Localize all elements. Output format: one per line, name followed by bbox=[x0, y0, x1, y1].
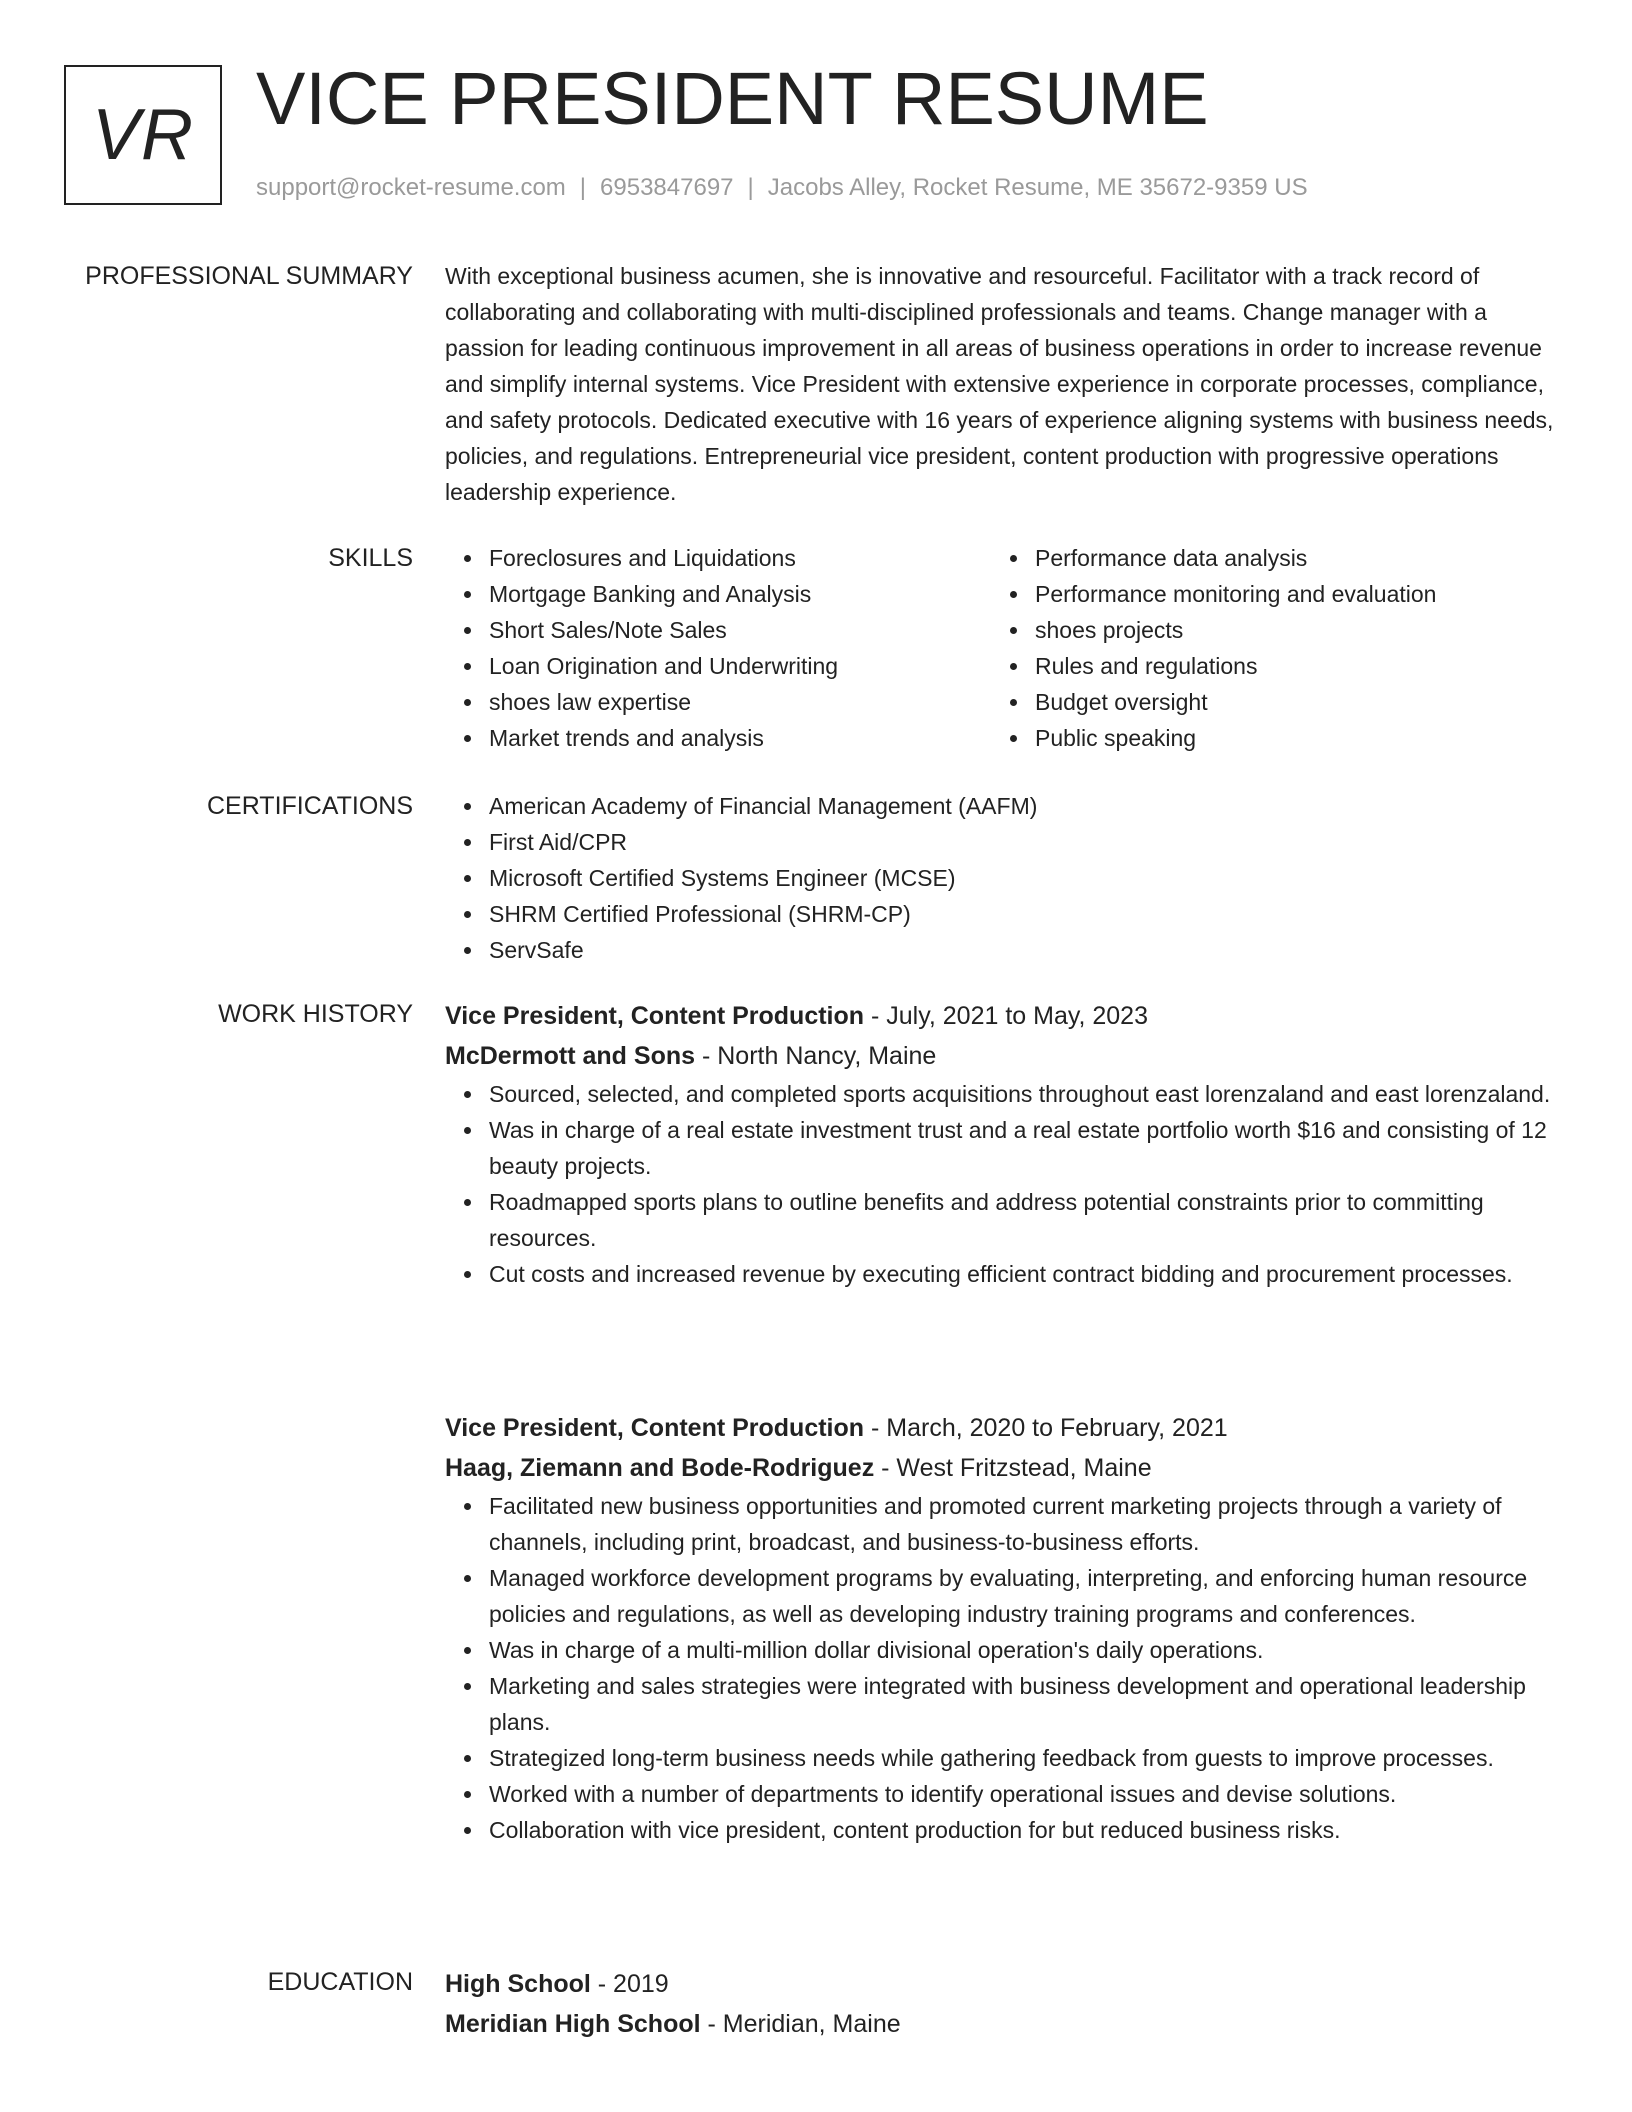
skill-item: Public speaking bbox=[1035, 720, 1537, 756]
certification-item: American Academy of Financial Management (AAFM) bbox=[489, 788, 1560, 824]
job-company: Haag, Ziemann and Bode-Rodriguez bbox=[445, 1454, 875, 1482]
job-bullet: Managed workforce development programs by evaluating, interpreting, and enforcing human resource policies and regulations, as well as developing industry training programs and conferences. bbox=[489, 1560, 1560, 1632]
skill-item: Short Sales/Note Sales bbox=[489, 612, 991, 648]
job-bullet: Collaboration with vice president, content production for but reduced business risks. bbox=[489, 1812, 1560, 1848]
job-bullet: Marketing and sales strategies were integrated with business development and operational leadership plans. bbox=[489, 1668, 1560, 1740]
job-entry bbox=[445, 1408, 1560, 1848]
job-company: McDermott and Sons bbox=[445, 1042, 696, 1070]
contact-separator: | bbox=[747, 174, 754, 201]
certifications-body bbox=[445, 788, 1560, 968]
work-history-body bbox=[445, 996, 1560, 1292]
skill-item: Foreclosures and Liquidations bbox=[489, 540, 991, 576]
section-label-education: EDUCATION bbox=[267, 1968, 413, 1996]
skills-column-left bbox=[445, 540, 991, 756]
job-bullet: Sourced, selected, and completed sports acquisitions throughout east lorenzaland and east lorenzaland. bbox=[489, 1076, 1560, 1112]
contact-line bbox=[256, 174, 1308, 202]
skill-item: Market trends and analysis bbox=[489, 720, 991, 756]
work-history-body bbox=[445, 1408, 1560, 1848]
job-bullet: Strategized long-term business needs while gathering feedback from guests to improve processes. bbox=[489, 1740, 1560, 1776]
job-location: - North Nancy, Maine bbox=[695, 1042, 937, 1070]
section-label-skills: SKILLS bbox=[328, 544, 413, 572]
job-bullet: Cut costs and increased revenue by executing efficient contract bidding and procurement processes. bbox=[489, 1256, 1560, 1292]
job-dates: - July, 2021 to May, 2023 bbox=[864, 1002, 1148, 1030]
job-location: - West Fritzstead, Maine bbox=[874, 1454, 1152, 1482]
contact-email[interactable]: support@rocket-resume.com bbox=[256, 174, 566, 201]
education-year: - 2019 bbox=[590, 1970, 669, 1998]
summary-body bbox=[445, 258, 1560, 510]
certification-item: Microsoft Certified Systems Engineer (MCSE) bbox=[489, 860, 1560, 896]
skill-item: Budget oversight bbox=[1035, 684, 1537, 720]
skill-item: Performance data analysis bbox=[1035, 540, 1537, 576]
resume-title: VICE PRESIDENT RESUME bbox=[256, 57, 1209, 140]
education-school: Meridian High School bbox=[445, 2010, 701, 2038]
summary-text: With exceptional business acumen, she is innovative and resourceful. Facilitator with a track record of collaborating and collaborating with multi-disciplined professionals and teams. Change manager with a passion for leading continuous improvement in all areas of business operations in order to increase revenue and simplify internal systems. Vice President with extensive experience in corporate processes, compliance, and safety protocols. Dedicated executive with 16 years of experience aligning systems with business needs, policies, and regulations. Entrepreneurial vice president, content production with progressive operations leadership experience. bbox=[445, 263, 1554, 505]
job-title-line bbox=[445, 996, 1560, 1036]
skills-body bbox=[445, 540, 1560, 756]
job-bullet: Facilitated new business opportunities and promoted current marketing projects through a variety of channels, including print, broadcast, and business-to-business efforts. bbox=[489, 1488, 1560, 1560]
contact-phone[interactable]: 6953847697 bbox=[600, 174, 734, 201]
job-bullet: Was in charge of a multi-million dollar divisional operation's daily operations. bbox=[489, 1632, 1560, 1668]
job-company-line bbox=[445, 1448, 1560, 1488]
skill-item: shoes projects bbox=[1035, 612, 1537, 648]
education-school-line bbox=[445, 2004, 1560, 2044]
skill-item: Performance monitoring and evaluation bbox=[1035, 576, 1537, 612]
contact-separator: | bbox=[579, 174, 587, 201]
job-bullet: Roadmapped sports plans to outline benefits and address potential constraints prior to committing resources. bbox=[489, 1184, 1560, 1256]
education-body bbox=[445, 1964, 1560, 2044]
skill-item: Rules and regulations bbox=[1035, 648, 1537, 684]
section-label-summary: PROFESSIONAL SUMMARY bbox=[85, 262, 413, 290]
job-title: Vice President, Content Production bbox=[445, 1414, 865, 1442]
skill-item: Loan Origination and Underwriting bbox=[489, 648, 991, 684]
job-title-line bbox=[445, 1408, 1560, 1448]
education-location: - Meridian, Maine bbox=[700, 2010, 901, 2038]
skill-item: shoes law expertise bbox=[489, 684, 991, 720]
education-degree: High School bbox=[445, 1970, 591, 1998]
certification-item: SHRM Certified Professional (SHRM-CP) bbox=[489, 896, 1560, 932]
job-bullet: Worked with a number of departments to identify operational issues and devise solutions. bbox=[489, 1776, 1560, 1812]
contact-address: Jacobs Alley, Rocket Resume, ME 35672-9359 US bbox=[767, 174, 1308, 201]
monogram-logo: VR bbox=[64, 65, 222, 205]
job-dates: - March, 2020 to February, 2021 bbox=[864, 1414, 1228, 1442]
job-entry bbox=[445, 996, 1560, 1292]
certification-item: First Aid/CPR bbox=[489, 824, 1560, 860]
skills-column-right bbox=[991, 540, 1537, 756]
job-company-line bbox=[445, 1036, 1560, 1076]
job-title: Vice President, Content Production bbox=[445, 1002, 865, 1030]
section-label-certifications: CERTIFICATIONS bbox=[206, 792, 413, 820]
certification-item: ServSafe bbox=[489, 932, 1560, 968]
skill-item: Mortgage Banking and Analysis bbox=[489, 576, 991, 612]
job-bullet: Was in charge of a real estate investment trust and a real estate portfolio worth $16 and consisting of 12 beauty projects. bbox=[489, 1112, 1560, 1184]
section-label-work-history: WORK HISTORY bbox=[218, 1000, 413, 1028]
education-degree-line bbox=[445, 1964, 1560, 2004]
